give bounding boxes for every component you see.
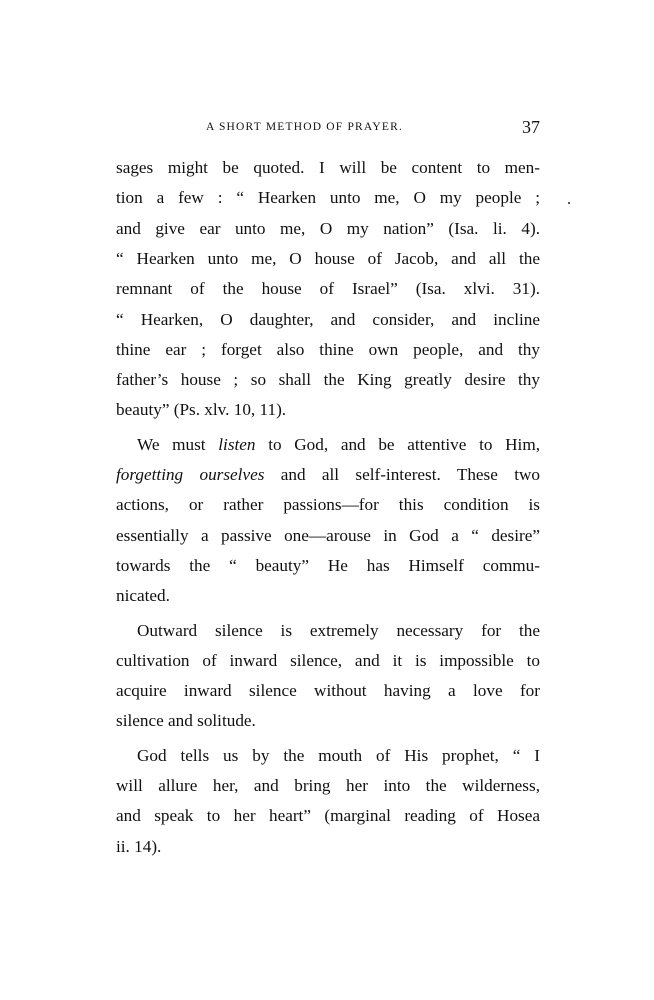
text-line: [137, 620, 540, 642]
text-segment: “ Hearken unto me, O house of Jacob, and all the: [116, 248, 540, 268]
text-line: [137, 745, 540, 767]
italic-text: forgetting ourselves: [116, 465, 265, 484]
text-line: [116, 525, 540, 547]
text-line: [116, 369, 540, 391]
running-header: [116, 117, 540, 139]
text-line: [116, 650, 540, 672]
text-segment: ii. 14).: [116, 836, 162, 856]
text-segment: “ Hearken, O daughter, and consider, and incline: [116, 309, 540, 329]
text-segment: beauty” (Ps. xlv. 10, 11).: [116, 400, 287, 420]
text-segment: nicated.: [116, 586, 170, 606]
scan-speck: [568, 202, 570, 204]
italic-text: listen: [218, 434, 256, 454]
text-line: [116, 278, 540, 300]
text-segment: will allure her, and bring her into the wilderness,: [116, 776, 540, 795]
text-line: [116, 309, 540, 331]
running-title: A SHORT METHOD OF PRAYER.: [206, 121, 404, 133]
page-number: 37: [522, 117, 540, 137]
text-line: [116, 464, 540, 486]
text-segment: towards the “ beauty” He has Himself commu-: [116, 555, 540, 575]
text-line: [116, 585, 540, 607]
text-line: [116, 710, 540, 732]
text-segment: actions, or rather passions—for this condition is: [116, 495, 540, 515]
text-segment: acquire inward silence without having a love for: [116, 681, 540, 701]
text-segment: tion a few : “ Hearken unto me, O my people ;: [116, 188, 540, 208]
text-line: [116, 399, 540, 421]
text-line: [116, 157, 540, 179]
text-segment: to God, and be attentive to Him,: [255, 434, 540, 454]
text-segment: remnant of the house of Israel” (Isa. xlvi. 31).: [116, 279, 540, 299]
text-line: [116, 218, 540, 240]
text-segment: We must: [137, 434, 219, 454]
text-segment: God tells us by the mouth of His prophet, “ I: [137, 745, 540, 765]
text-line: [116, 805, 540, 827]
text-segment: and speak to her heart” (marginal reading of Hosea: [116, 806, 540, 826]
text-segment: sages might be quoted. I will be content to men-: [116, 158, 540, 177]
text-segment: and all self-interest. These two: [264, 465, 540, 484]
text-segment: cultivation of inward silence, and it is impossible to: [116, 650, 540, 670]
text-line: [116, 775, 540, 797]
text-line: [116, 836, 540, 858]
text-segment: essentially a passive one—arouse in God a “ desire”: [116, 525, 540, 545]
text-line: [116, 248, 540, 270]
text-line: [116, 339, 540, 361]
text-segment: silence and solitude.: [116, 711, 256, 731]
text-segment: thine ear ; forget also thine own people, and thy: [116, 339, 540, 359]
text-line: [116, 187, 540, 209]
text-line: [116, 494, 540, 516]
text-segment: father’s house ; so shall the King greatly desire thy: [116, 370, 540, 390]
text-line: [137, 434, 540, 456]
text-line: [116, 680, 540, 702]
text-line: [116, 555, 540, 577]
text-segment: and give ear unto me, O my nation” (Isa. li. 4).: [116, 218, 540, 238]
text-segment: Outward silence is extremely necessary for the: [137, 620, 540, 640]
